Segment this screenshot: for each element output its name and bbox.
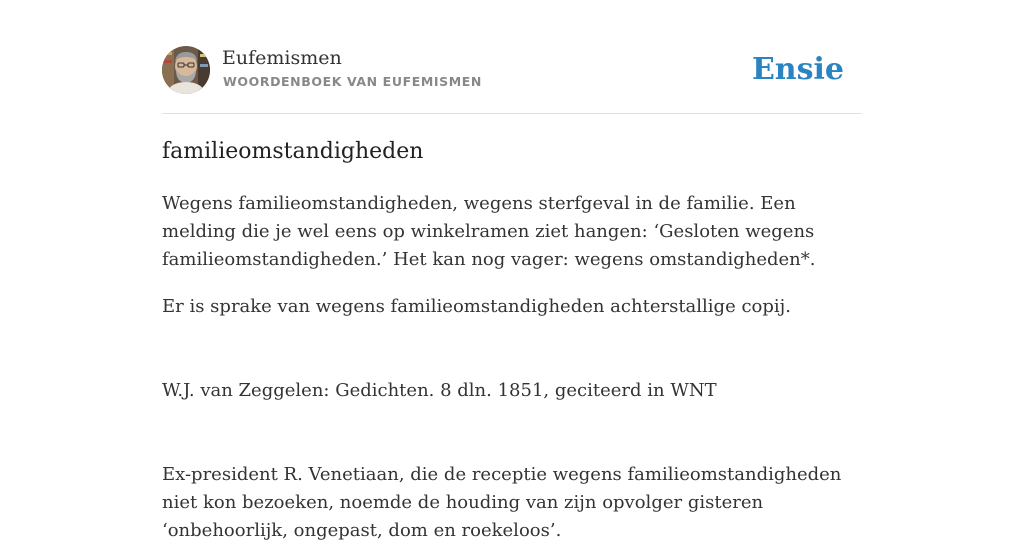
avatar[interactable] [162,46,210,94]
source-name[interactable]: Eufemismen [222,47,342,69]
entry-definition: Wegens familieomstandigheden, wegens sterfgeval in de familie. Een melding die je wel eens op winkelramen ziet hangen: ‘Gesloten wegens familieomstandigheden.’ Het kan nog vager: wegens omstandigheden*. [162,193,816,270]
entry-citation: W.J. van Zeggelen: Gedichten. 8 dln. 1851, geciteerd in WNT [162,380,717,401]
ensie-logo[interactable]: Ensie [751,52,844,87]
header-divider [162,113,862,114]
entry-example: Ex-president R. Venetiaan, die de receptie wegens familieomstandigheden niet kon bezoeken, noemde de houding van zijn opvolger gisteren ‘onbehoorlijk, ongepast, dom en roekeloos’. [162,464,842,541]
entry-example: Er is sprake van wegens familieomstandigheden achterstallige copij. [162,296,791,317]
source-header [162,46,862,96]
entry-title: familieomstandigheden [162,139,424,164]
entry-example-spacer [162,321,852,349]
entry-content [162,190,852,545]
source-subtitle[interactable]: WOORDENBOEK VAN EUFEMISMEN [223,74,482,89]
entry-citation-spacer [162,405,852,433]
